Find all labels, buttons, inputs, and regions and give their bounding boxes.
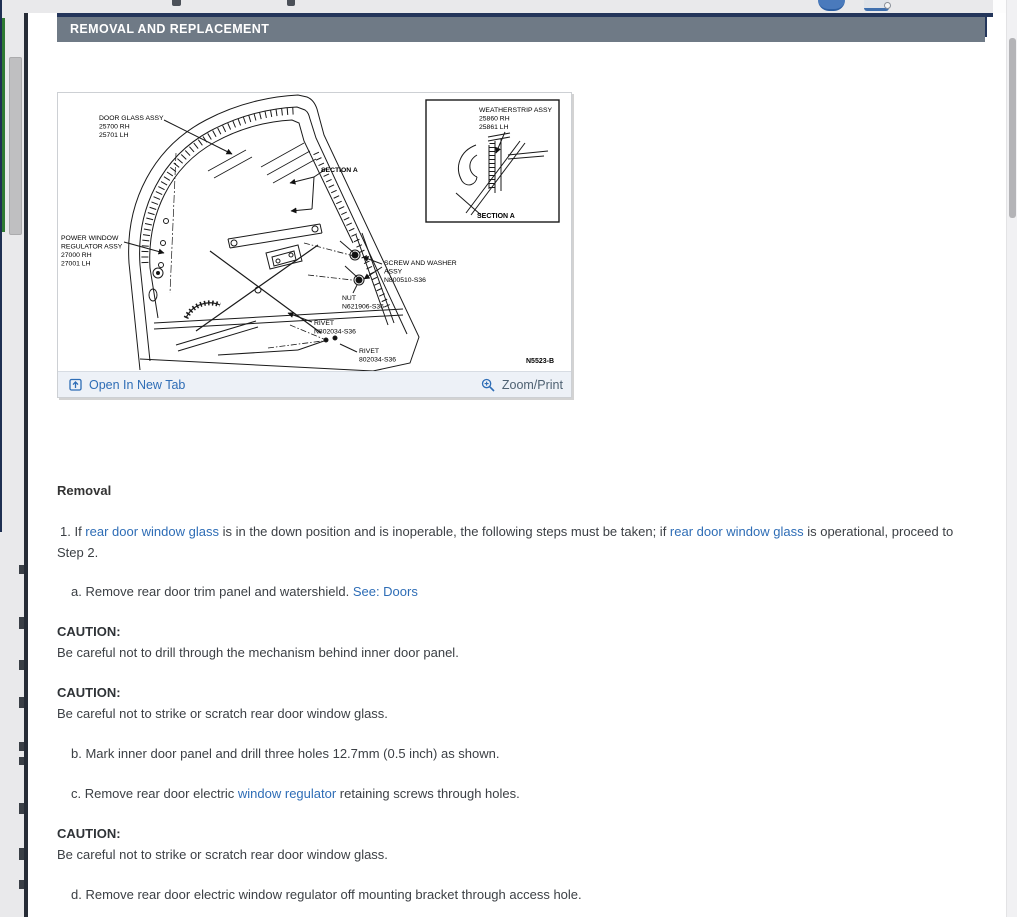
caution-label: CAUTION: [57,826,121,841]
caution-block-3 [57,823,388,865]
step-1-text: is operational, proceed to Step 2. [57,524,954,560]
svg-text:802034-S36: 802034-S36 [359,356,397,364]
step-c-text: c. Remove rear door electric [71,786,238,801]
figure-card [57,92,572,398]
left-green-indicator [2,18,5,232]
svg-text:ASSY: ASSY [384,268,403,276]
step-1 [57,521,969,563]
svg-text:25701 LH: 25701 LH [99,132,129,139]
svg-text:N621906-S36: N621906-S36 [342,303,384,311]
svg-text:REGULATOR ASSY: REGULATOR ASSY [61,243,123,251]
open-in-new-tab-label: Open In New Tab [89,377,186,392]
door-outline [129,95,419,371]
section-title: REMOVAL AND REPLACEMENT [70,22,270,36]
see-doors-link[interactable]: See: Doors [352,584,418,599]
rivet-upper-label: RIVET [314,320,335,327]
figure-image[interactable] [58,93,571,371]
caution-label: CAUTION: [57,624,121,639]
section-a-main-label: SECTION A [321,167,358,174]
caution-text: Be careful not to strike or scratch rear door window glass. [57,847,388,862]
step-d: d. Remove rear door electric window regulator off mounting bracket through access hole. [71,887,582,902]
clipped-glyph-fragment [172,0,181,6]
zoom-plus-icon [481,378,495,392]
power-window-label: POWER WINDOW [61,235,119,242]
section-a-inset-caption: SECTION A [477,213,515,220]
rivet-lower-label: RIVET [359,348,380,355]
page-scrollbar-track[interactable] [1006,0,1017,917]
open-in-new-tab-icon [69,378,82,391]
caution-block-2 [57,682,388,724]
svg-text:25700 RH: 25700 RH [99,123,130,131]
caution-label: CAUTION: [57,685,121,700]
figure-toolbar [58,371,571,397]
secondary-scrollbar-thumb[interactable] [9,57,22,235]
printer-icon-detail [884,2,891,9]
open-in-new-tab-link[interactable] [69,378,185,392]
clipped-glyph-fragment [287,0,295,6]
caution-text: Be careful not to drill through the mechanism behind inner door panel. [57,645,459,660]
step-c [57,783,520,804]
svg-text:27000 RH: 27000 RH [61,252,92,259]
svg-text:25860 RH: 25860 RH [479,115,510,123]
zoom-print-link[interactable] [481,378,563,392]
window-regulator-link[interactable]: window regulator [237,786,337,801]
screw-washer-label: SCREW AND WASHER [384,260,457,267]
figure-number: N5523-B [526,358,555,365]
rear-door-window-glass-link[interactable]: rear door window glass [85,524,219,539]
svg-text:27001 LH: 27001 LH [61,260,91,268]
svg-text:N802034-S36: N802034-S36 [314,328,356,336]
rear-door-window-glass-link[interactable]: rear door window glass [669,524,804,539]
weatherstrip-label: WEATHERSTRIP ASSY [479,107,553,114]
content-panel [24,13,1006,917]
nut-label: NUT [342,295,356,302]
page-scrollbar-thumb[interactable] [1009,38,1016,218]
step-1-text: 1. If [60,524,86,539]
door-glass-label: DOOR GLASS ASSY [99,115,164,122]
step-c-text: retaining screws through holes. [336,786,520,801]
user-avatar-icon[interactable] [818,0,845,11]
step-b: b. Mark inner door panel and drill three holes 12.7mm (0.5 inch) as shown. [71,746,500,761]
svg-text:25861 LH: 25861 LH [479,124,509,131]
section-header-bar [57,17,985,42]
caution-block-1 [57,621,459,663]
zoom-print-label: Zoom/Print [501,377,563,392]
step-a-text: a. Remove rear door trim panel and watershield. [71,584,353,599]
corner-spacer [993,0,1006,13]
caution-text: Be careful not to strike or scratch rear door window glass. [57,706,388,721]
removal-heading: Removal [57,483,112,498]
step-a [57,581,418,602]
step-1-text: is in the down position and is inoperable, the following steps must be taken; if [218,524,670,539]
svg-text:N800510-S36: N800510-S36 [384,277,426,284]
clipped-top-toolbar [0,0,1017,13]
